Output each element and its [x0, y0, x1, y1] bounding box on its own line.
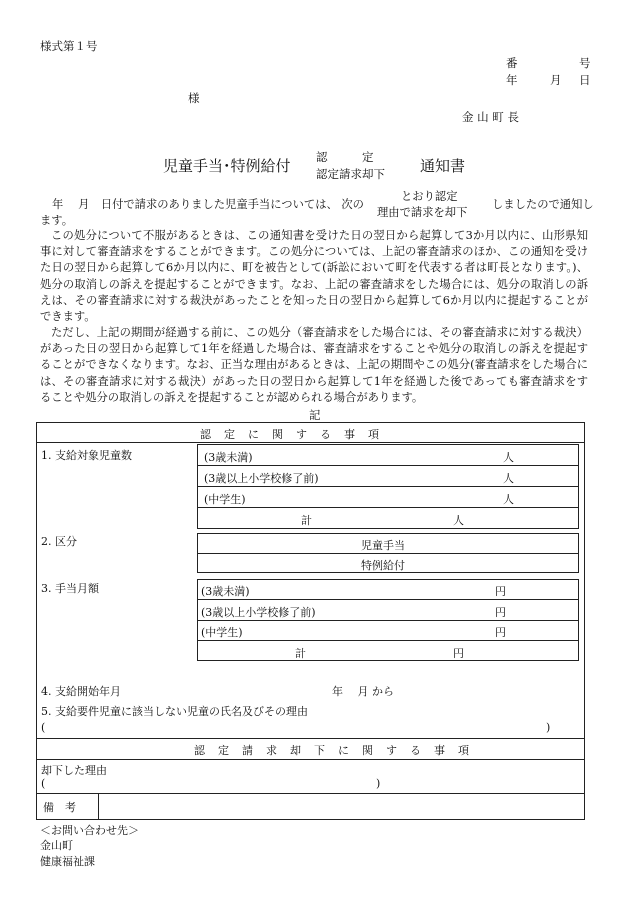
item1-row-unit: 人: [503, 493, 514, 506]
item1-row-label: (3歳以上小学校修了前): [204, 472, 319, 485]
item1-row-label: (中学生): [204, 493, 246, 506]
category-special-benefit: 特例給付: [361, 559, 405, 572]
date-month: 月: [550, 73, 562, 87]
divider: [197, 507, 579, 508]
divider: [197, 599, 579, 600]
contact-org: 金山町: [40, 839, 73, 852]
item1-total-label: 計: [301, 514, 312, 527]
number-label-1: 番: [506, 56, 518, 70]
divider: [197, 553, 579, 554]
item3-row-unit: 円: [495, 626, 506, 639]
intro-text-3: ます。: [40, 214, 73, 227]
intro-text-1: 年 月 日付で請求のありました児童手当については、 次の: [52, 198, 364, 211]
intro-option-approve: とおり認定: [401, 190, 458, 203]
intro-text-2: しましたので通知し: [492, 198, 594, 211]
item3-row-unit: 円: [495, 606, 506, 619]
divider: [197, 620, 579, 621]
paragraph-time-limit: ただし、上記の期間が経過する前に、この処分（審査請求をした場合には、その審査請求に対する裁決）があった日の翌日から起算して1年を経過した場合は、審査請求をすることや処分の取消しの訴えを提起することができなくなります。なお、正当な理由があるときは、上記の期間やこの処分(審査請求をした場合には、その審査請求に対する裁決）があった日の翌日から起算して1年を経過した後であっても審査請求をすることや処分の取消しの訴えを提起することが認められる場合があります。: [40, 326, 588, 404]
form-number: 様式第１号: [40, 39, 98, 53]
item4-label: 4. 支給開始年月: [41, 685, 121, 698]
reject-reason-paren-close: ): [376, 777, 381, 790]
contact-heading: ＜お問い合わせ先＞: [40, 824, 139, 837]
reject-reason-label: 却下した理由: [41, 764, 107, 777]
item2-label: 2. 区分: [41, 535, 77, 548]
title-suffix: 通知書: [420, 157, 466, 175]
category-child-allowance: 児童手当: [361, 539, 405, 552]
ki-mark: 記: [309, 408, 321, 422]
divider: [36, 738, 585, 739]
divider: [197, 640, 579, 641]
item3-row-label: (3歳以上小学校修了前): [201, 606, 316, 619]
section-approval-header: 認 定 に 関 す る 事 項: [200, 428, 380, 441]
item3-row-label: (中学生): [201, 626, 243, 639]
number-label-2: 号: [579, 56, 591, 70]
divider: [98, 793, 99, 820]
item3-label: 3. 手当月額: [41, 582, 99, 595]
divider: [197, 465, 579, 466]
item3-total-label: 計: [295, 647, 306, 660]
divider: [36, 793, 585, 794]
reject-reason-paren-open: (: [41, 777, 46, 790]
issuer-name: 金 山 町 長: [462, 110, 519, 124]
item1-total-unit: 人: [453, 514, 464, 527]
item5-label: 5. 支給要件児童に該当しない児童の氏名及びその理由: [41, 705, 308, 718]
date-day: 日: [579, 73, 591, 87]
divider: [36, 442, 585, 443]
item3-row-unit: 円: [495, 585, 506, 598]
remarks-label: 備 考: [43, 801, 76, 814]
addressee-suffix: 様: [188, 91, 200, 105]
item1-row-label: (3歳未満): [204, 451, 253, 464]
paragraph-objection: この処分について不服があるときは、この通知書を受けた日の翌日から起算して3か月以内に、山形県知事に対して審査請求をすることができます。この処分については、上記の審査請求のほか、この通知を受けた日の翌日から起算して6か月以内に、町を被告として(訴訟において町を代表する者は町長となります。)、処分の取消しの訴えを提起することができます。なお、上記の審査請求をした場合には、処分の取消しの訴えは、その審査請求に対する裁決があったことを知った日の翌日から起算して6か月以内に提起することができます。: [40, 229, 588, 324]
item3-row-label: (3歳未満): [201, 585, 250, 598]
item5-paren-close: ): [546, 721, 551, 734]
start-year-month-value: 年 月 から: [332, 685, 394, 698]
divider: [197, 486, 579, 487]
section-rejection-header: 認 定 請 求 却 下 に 関 す る 事 項: [194, 744, 470, 757]
title-option-reject: 認定請求却下: [316, 167, 385, 181]
intro-option-reject: 理由で請求を却下: [377, 206, 468, 219]
title-option-approve: 認 定: [316, 150, 374, 164]
item1-row-unit: 人: [503, 451, 514, 464]
item1-label: 1. 支給対象児童数: [41, 449, 132, 462]
divider: [36, 759, 585, 760]
contact-dept: 健康福祉課: [40, 855, 95, 868]
date-year: 年: [506, 73, 518, 87]
item1-row-unit: 人: [503, 472, 514, 485]
item5-paren-open: (: [41, 721, 46, 734]
item3-total-unit: 円: [453, 647, 464, 660]
title-prefix: 児童手当･特例給付: [163, 157, 291, 175]
